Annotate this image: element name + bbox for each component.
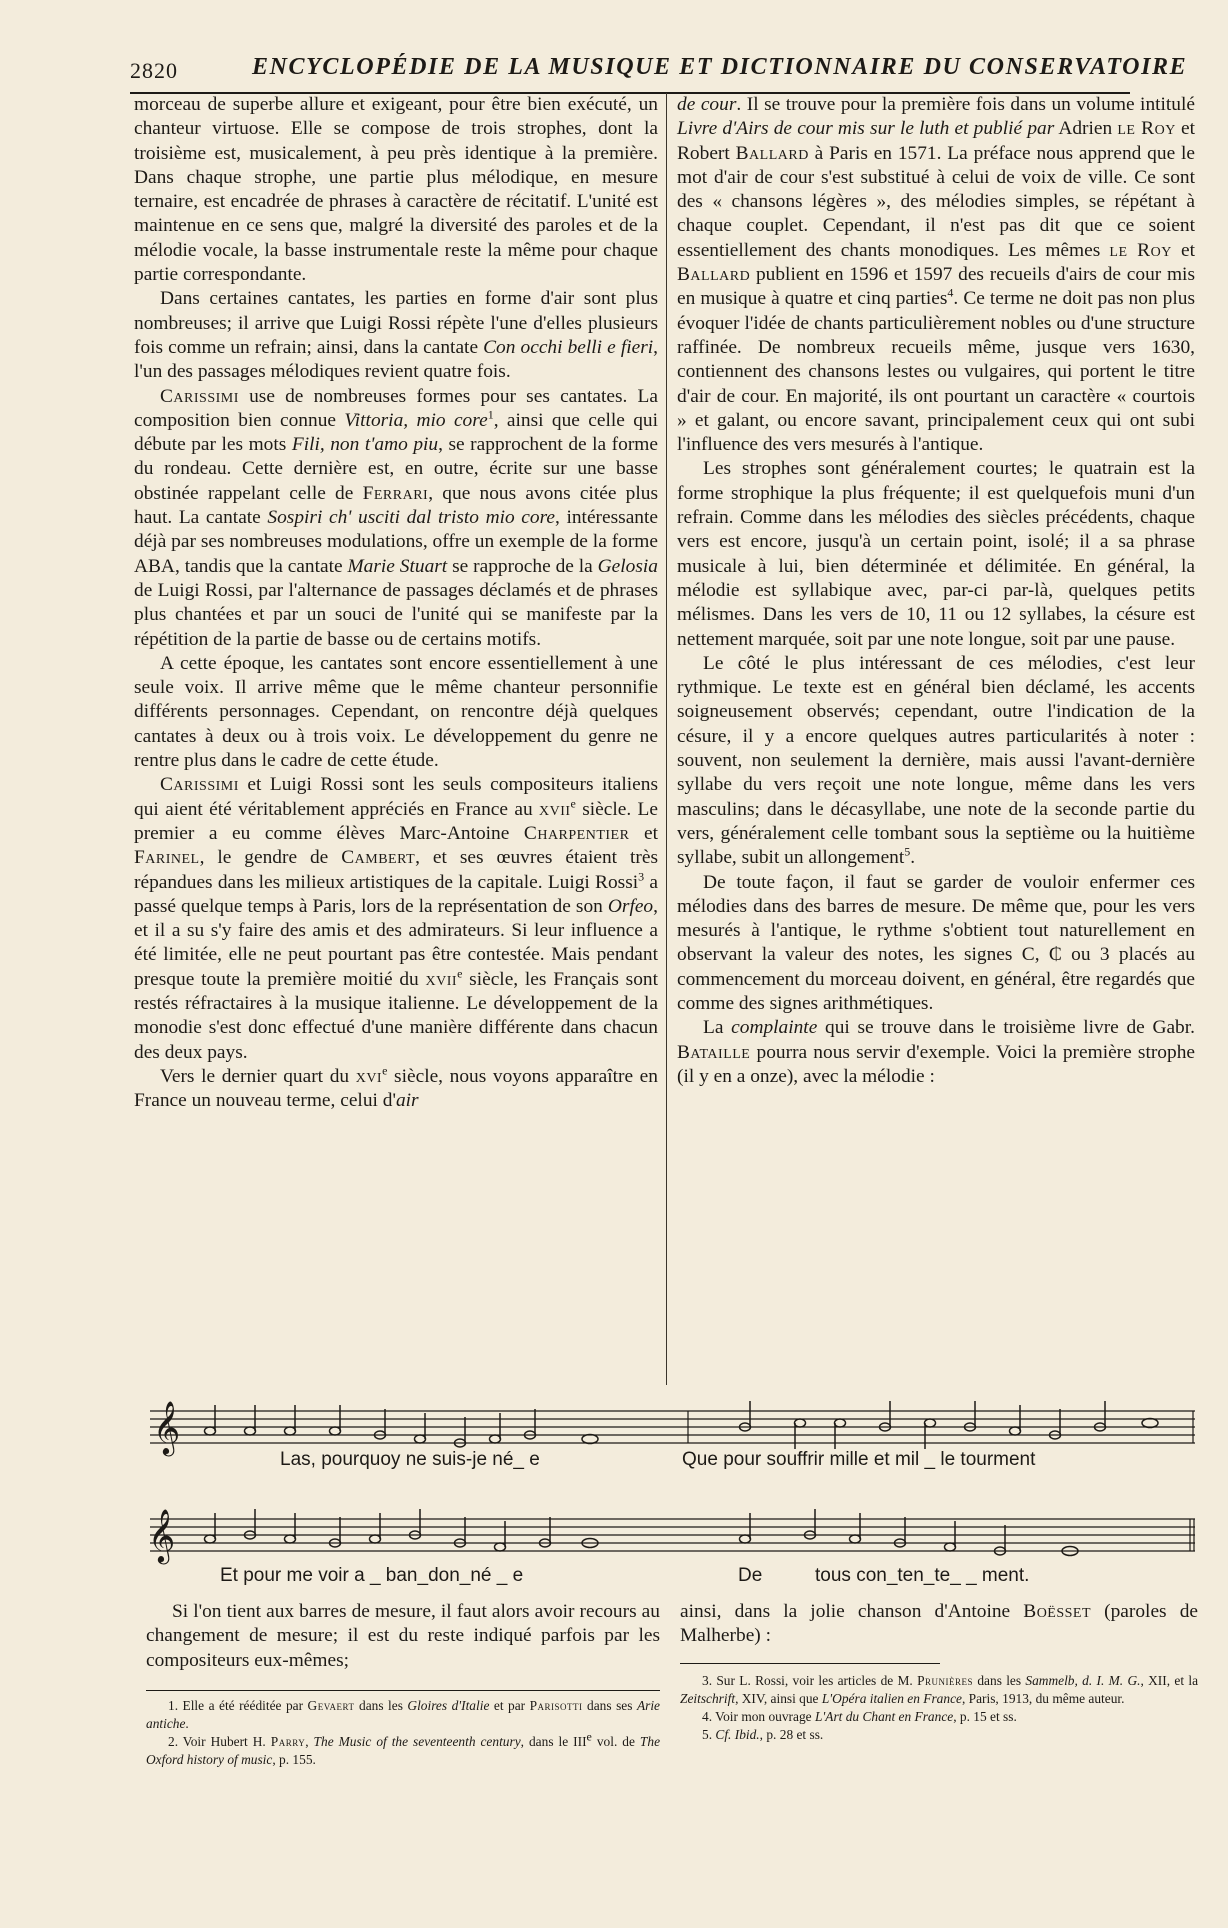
lyrics-line-2b: De <box>738 1565 763 1586</box>
footnote-2: 2. Voir Hubert H. Parry, The Music of the seventeenth century, dans le IIIe vol. de The Oxford history of music, p. 155. <box>146 1729 661 1767</box>
treble-clef-icon: 𝄞 <box>150 1508 176 1562</box>
footnote-5: 5. Cf. Ibid., p. 28 et ss. <box>702 1727 824 1742</box>
footnote-rule <box>680 1663 940 1664</box>
page-header <box>130 48 1188 88</box>
column-divider <box>666 93 667 1385</box>
paragraph: Le côté le plus intéressant de ces mélodies, c'est leur rythmique. Le texte est en général bien déclamé, les accents soigneusement observés; cependant, outre l'indication de la césure, il y a encore quelques autres particularités à noter : souvent, non seulement la dernière, mais aussi l'avant-dernière syllabe du vers reçoit une note longue, même dans les vers masculins; dans le décasyllabe, une note de la seconde partie du vers, généralement celle tombant sous la septième ou la huitième syllabe, subit un allongement$^5$. <box>677 652 1195 869</box>
treble-clef-icon: 𝄞 <box>153 1400 181 1454</box>
paragraph: de cour. Il se trouve pour la première fois dans un volume intitulé Livre d'Airs de cour mis sur le luth et publié par Adrien le Roy et Robert Ballard à Paris en 1571. La préface nous apprend que le mot d'air de cour s'est substitué à celui de voix de ville. Ce sont des « chansons légères », des mélodies simples, se répétant à chaque couplet. Cependant, il n'est pas dit que ce soient essentiellement des chants monodiques. Les mêmes le Roy et Ballard publient en 1596 et 1597 des recueils d'airs de cour mis en musique à quatre et cinq parties$^4$. Ce terme ne doit pas non plus évoquer l'idée de chants particulièrement nobles ou d'une structure raffinée. De nombreux recueils même, jusque vers 1630, contiennent des chansons lestes ou vulgaires, qui portent le titre d'air de cour. En majorité, ils ont pourtant un caractère « courtois » et galant, ou encore savant, principalement ceux qui ont subi l'influence des vers mesurés à l'antique. <box>677 94 1196 456</box>
lyrics-line-1b: Que pour souffrir mille et mil _ le tourment <box>682 1449 1036 1470</box>
footnote-3: 3. Sur L. Rossi, voir les articles de M. Prunières dans les Sammelb, d. I. M. G., XII, et la Zeitschrift, XIV, ainsi que L'Opéra italien en France, Paris, 1913, du même auteur. <box>680 1673 1199 1706</box>
paragraph: Si l'on tient aux barres de mesure, il faut alors avoir recours au changement de mesure; il est du reste indiqué parfois par les compositeurs eux-mêmes; <box>146 1601 660 1671</box>
lyrics-line-1a: Las, pourquoy ne suis-je né_ e <box>280 1449 540 1470</box>
paragraph: Carissimi use de nombreuses formes pour ses cantates. La composition bien connue Vittoria, mio core$^1$, ainsi que celle qui débute par les mots Fili, non t'amo piu, se rapprochent de la forme du rondeau. Cette dernière est, en outre, écrite sur une basse obstinée rappelant celle de Ferrari, que nous avons citée plus haut. La cantate Sospiri ch' usciti dal tristo mio core, intéressante déjà par ses nombreuses modulations, offre un exemple de la forme ABA, tandis que la cantate Marie Stuart se rapproche de la Gelosia de Luigi Rossi, par l'alternance de passages déclamés et de phrases plus chantées et par un souci de l'unité qui se manifeste par la répétition de la partie de basse ou de certains motifs. <box>134 385 659 650</box>
music-example <box>150 1393 1200 1603</box>
bottom-right-text <box>680 1600 1198 1649</box>
paragraph: Dans certaines cantates, les parties en forme d'air sont plus nombreuses; il arrive que Luigi Rossi répète l'une d'elles plusieurs fois comme un refrain; ainsi, dans la cantate Con occhi belli e fieri, l'un des passages mélodiques revient quatre fois. <box>134 288 658 383</box>
footnotes-left <box>146 1697 660 1769</box>
paragraph: ainsi, dans la jolie chanson d'Antoine Boësset (paroles de Malherbe) : <box>680 1601 1198 1647</box>
footnote-rule <box>146 1690 660 1691</box>
footnote-4: 4. Voir mon ouvrage L'Art du Chant en France, p. 15 et ss. <box>702 1709 1017 1724</box>
page-number: 2820 <box>130 58 178 83</box>
paragraph: La complainte qui se trouve dans le troisième livre de Gabr. Bataille pourra nous servir d'exemple. Voici la première strophe (il y en a onze), avec la mélodie : <box>677 1017 1195 1087</box>
paragraph: Vers le dernier quart du xvi$^e$ siècle, nous voyons apparaître en France un nouveau terme, celui d'air <box>134 1063 658 1112</box>
bottom-left-text <box>146 1600 660 1673</box>
notes-line-2 <box>205 1509 1079 1556</box>
running-title: ENCYCLOPÉDIE DE LA MUSIQUE ET DICTIONNAIRE DU CONSERVATOIRE <box>252 54 1188 80</box>
left-column <box>134 93 658 1113</box>
right-column <box>677 93 1195 1089</box>
footnotes-right <box>680 1672 1198 1744</box>
lyrics-line-2a: Et pour me voir a _ ban_don_né _ e <box>220 1565 524 1586</box>
paragraph: A cette époque, les cantates sont encore essentiellement à une seule voix. Il arrive même que le même chanteur personnifie différents personnages. Cependant, on rencontre déjà quelques cantates à deux ou à trois voix. Le développement du genre ne rentre plus dans le cadre de cette étude. <box>134 652 658 772</box>
paragraph: Carissimi et Luigi Rossi sont les seuls compositeurs italiens qui aient été véritablement appréciés en France au xvii$^e$ siècle. Le premier a eu comme élèves Marc-Antoine Charpentier et Farinel, le gendre de Cambert, et ses œuvres étaient très répandues dans les milieux artistiques de la capitale. Luigi Rossi$^3$ a passé quelque temps à Paris, lors de la représentation de son Orfeo, et il a su s'y faire des amis et des admirateurs. Si leur influence a été limitée, elle ne peut pourtant pas être contestée. Mais pendant presque toute la première moitié du xvii$^e$ siècle, les Français sont restés réfractaires à la musique italienne. Le développement de la monodie s'est donc effectué d'une manière différente dans chacun des deux pays. <box>134 774 659 1063</box>
paragraph: Les strophes sont généralement courtes; le quatrain est la forme strophique la plus fréquente; il est quelquefois muni d'un refrain. Comme dans les mélodies des siècles précédents, chaque vers est encore, jusqu'à un certain point, isolé; il a sa phrase musicale à lui, bien déterminée et délimitée. En général, la mélodie est syllabique avec, par-ci par-là, quelques petits mélismes. Dans les vers de 10, 11 ou 12 syllabes, la césure est nettement marquée, soit par une note longue, soit par une pause. <box>677 458 1195 650</box>
paragraph: morceau de superbe allure et exigeant, pour être bien exécuté, un chanteur virtuose. Elle se compose de trois strophes, dont la troisième est, musicalement, à peu près identique à la première. Dans chaque strophe, une partie plus mélodique, en mesure ternaire, est encadrée de phrases à caractère de récitatif. L'unité est maintenue en ce sens que, malgré la diversité des paroles et de la mélodie vocale, la basse instrumentale reste la même pour chaque partie correspondante. <box>134 94 658 286</box>
notes-line-1 <box>205 1401 1159 1449</box>
paragraph: De toute façon, il faut se garder de vouloir enfermer ces mélodies dans des barres de mesure. De même que, pour les vers mesurés à l'antique, le rythme s'obtient tout naturellement en observant la valeur des notes, les signes C, ₵ ou 3 placés au commencement du morceau doivent, en général, être regardés que comme des signes arithmétiques. <box>677 871 1195 1014</box>
staff-2 <box>150 1519 1195 1551</box>
footnote-1: 1. Elle a été rééditée par Gevaert dans les Gloires d'Italie et par Parisotti dans ses Arie antiche. <box>146 1698 660 1731</box>
staff-1 <box>150 1411 1195 1443</box>
lyrics-line-2c: tous con_ten_te_ _ ment. <box>815 1565 1030 1586</box>
